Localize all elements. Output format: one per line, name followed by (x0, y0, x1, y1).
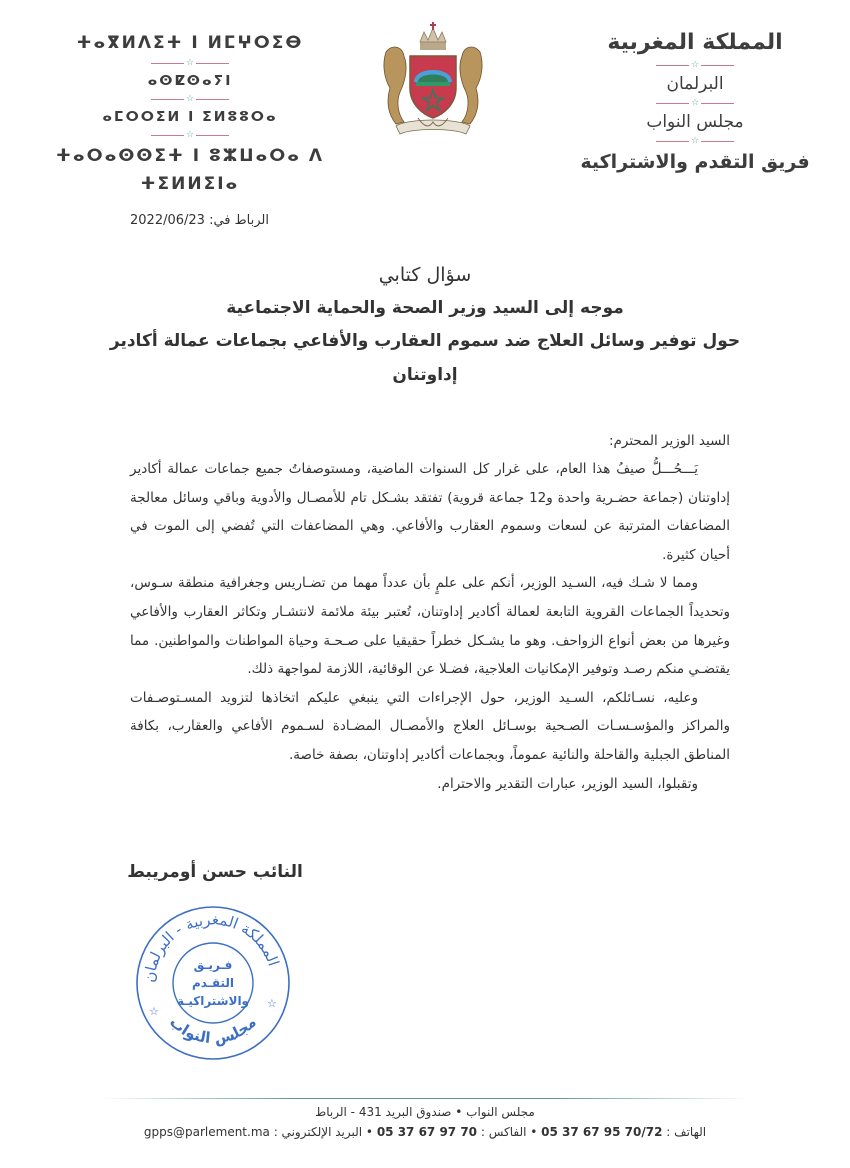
email-label: • البريد الإلكتروني : (273, 1125, 373, 1139)
date-line (130, 213, 269, 228)
question-title (80, 258, 770, 392)
divider (45, 57, 335, 69)
parliament-name: البرلمان (666, 74, 724, 94)
paragraph-2: ومما لا شـك فيه، السـيد الوزير، أنكم على علمٍ بأن عدداً مهما من تضـاريس وجغرافية منطقة سـوس، وتحديداً الجماعات القروية التابعة لعمالة أكادير إداوتنان، تُعتبر بيئة ملائمة لانتشـار وتكاثر العقارب والأفاعي وغيرها من بعض أنواع الزواحف. وهو ما يشـكل خطراً حقيقيا على صـحـة وحياة المواطنات والمواطنين. مما يقتضـي منكم رصـد وتوفير الإمكانيات العلاجية، فضـلا عن الوقائية، اللازمة لمواجهة ذلك. (130, 575, 730, 678)
phone-label: الهاتف : (666, 1125, 707, 1139)
title-addressee: موجه إلى السيد وزير الصحة والحماية الاجتماعية (226, 298, 624, 318)
star-icon: ☆ (185, 58, 195, 68)
divider (570, 59, 820, 71)
footer-contacts (100, 1122, 750, 1142)
closing: وتقبلوا، السيد الوزير، عبارات التقدير والاحترام. (437, 775, 698, 792)
parliament-name-tifinagh: ⴰⵙⵇⵙⴰⵢⵏ (147, 73, 233, 89)
divider (45, 129, 335, 141)
stamp-bottom-text: مجلس النواب (166, 1012, 260, 1048)
title-main: سؤال كتابي (378, 264, 472, 286)
group-name: فريق التقدم والاشتراكية (580, 151, 810, 173)
svg-text:☆: ☆ (267, 997, 277, 1010)
stamp-inner-line-1: فـريـق (193, 958, 233, 972)
star-icon: ☆ (185, 130, 195, 140)
kingdom-name-tifinagh: ⵜⴰⴳⵍⴷⵉⵜ ⵏ ⵍⵎⵖⵔⵉⴱ (76, 33, 304, 53)
phone-number: 05 37 67 95 70/72 (541, 1125, 663, 1139)
star-icon: ☆ (690, 60, 700, 70)
email-link[interactable]: gpps@parlement.ma (143, 1125, 270, 1139)
group-name-tifinagh: ⵜⴰⵔⴰⵙⵙⵉⵜ ⵏ ⵓⵣⵡⴰⵔⴰ ⴷ ⵜⵉⵍⵍⵉⵏⴰ (55, 146, 325, 194)
footer (100, 1102, 750, 1142)
divider (570, 97, 820, 109)
header-arabic (570, 28, 820, 176)
star-icon: ☆ (690, 136, 700, 146)
salutation: السيد الوزير المحترم: (608, 433, 730, 449)
divider (570, 135, 820, 147)
date-value: 2022/06/23 (130, 213, 205, 228)
fax-label: • الفاكس : (480, 1125, 538, 1139)
signer-name: النائب حسن أومريبط (127, 862, 303, 882)
stamp-outer-text: المملكة المغربية - البرلمان (140, 910, 283, 984)
date-label: الرباط في: (209, 213, 269, 228)
title-topic: حول توفير وسائل العلاج ضد سموم العقارب والأفاعي بجماعات عمالة أكادير إداوتنان (109, 331, 741, 385)
kingdom-name: المملكة المغربية (607, 30, 783, 55)
svg-text:مجلس النواب (166, 1013, 260, 1048)
footer-address: مجلس النواب • صندوق البريد 431 - الرباط (315, 1105, 535, 1119)
stamp-inner-line-3: والاشتراكيـة (176, 994, 250, 1008)
group-stamp-icon (133, 903, 293, 1063)
star-icon: ☆ (690, 98, 700, 108)
paragraph-3: وعليه، نسـائلكم، السـيد الوزير، حول الإجراءات التي ينبغي عليكم اتخاذها لتزويد المسـتوصـفات والمراكز والمؤسـسـات الصـحية بوسـائل العلاج والأمصـال المضـادة لسـموم الأفاعي والعقارب، بكافة المناطق الجبلية والقاحلة والنائية عموماً، وبجماعات أكادير إداوتنان، بصفة خاصة. (130, 689, 730, 763)
paragraph-1: يَـــحُـــلُّ صيفُ هذا العام، على غرار كل السنوات الماضية، ومستوصفاتُ جميع جماعات عمالة أكادير إداوتنان (جماعة حضـرية واحدة و12 جماعة قروية) تفتقد بشـكل تام للأمصـال والأدوية وباقي وسائل معالجة المضاعفات المترتبة عن لسعات وسموم العقارب والأفاعي. وهي المضاعفات التي تُفضي إلى الموت في أحيان كثيرة. (130, 461, 730, 563)
svg-text:المملكة المغربية - البرلمان (140, 910, 282, 983)
fax-number: 05 37 67 97 70 (376, 1125, 478, 1139)
divider (45, 93, 335, 105)
chamber-name: مجلس النواب (646, 112, 744, 132)
stamp-inner-line-2: التقـدم (192, 976, 234, 990)
footer-divider (100, 1098, 750, 1099)
svg-text:☆: ☆ (149, 1005, 159, 1018)
chamber-name-tifinagh: ⴰⵎⵔⵔⵉⵍ ⵏ ⵉⵍⵓⵓⵔⴰ (102, 109, 278, 125)
coat-of-arms-icon (378, 22, 488, 142)
header-tifinagh (45, 30, 335, 198)
star-icon: ☆ (185, 94, 195, 104)
letter-body (130, 427, 730, 798)
